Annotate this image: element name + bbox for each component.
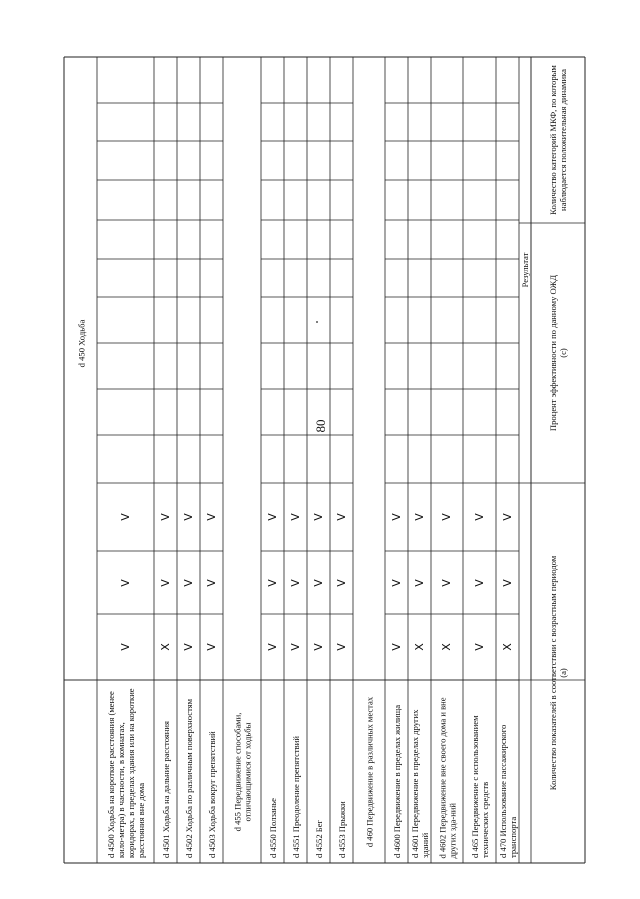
row-label-d460: d 460 Передвижение в различных местах xyxy=(364,696,374,847)
mark-d4552-3: V xyxy=(311,513,325,521)
mark-d4601-1: X xyxy=(412,643,426,651)
mark-d4550-3: V xyxy=(265,513,279,521)
mark-d465-2: V xyxy=(472,578,486,587)
mark-d4503-1: V xyxy=(204,643,218,651)
mark-d4550-1: V xyxy=(265,643,279,651)
row-label-d450: d 450 Ходьба xyxy=(75,319,86,367)
footer-col-c xyxy=(531,226,585,480)
mark-d4602-2: V xyxy=(440,578,453,587)
footer-col-d xyxy=(531,60,585,220)
footer-col-c-label: Процент эффективности по данному ОЖД xyxy=(548,274,558,432)
row-label-d4503: d 4503 Ходьба вокруг препятствий xyxy=(206,731,217,858)
mark-d4501-2: V xyxy=(158,578,172,587)
mark-d465-1: V xyxy=(472,643,486,651)
mark-d4600-3: V xyxy=(389,513,403,521)
mark-d4553-1: V xyxy=(334,643,348,651)
mark-d470-1: X xyxy=(500,643,514,651)
mark-d4502-2: V xyxy=(181,578,195,587)
mark-d4502-3: V xyxy=(181,513,195,521)
mark-d4553-2: V xyxy=(334,578,348,587)
footer-col-d-label: Количество категорий МКФ, по которым наблюдается положительная динамика xyxy=(548,65,568,215)
row-label-d4550: d 4550 Ползанье xyxy=(267,797,278,858)
row-label-d455: d 455 Передвижение способами, отличающимися от ходьбы xyxy=(232,712,252,831)
row-label-d4601: d 4601 Передвижение в пределах других зданий xyxy=(409,709,430,858)
mark-d4602-1: X xyxy=(440,643,453,651)
mark-d4551-1: V xyxy=(288,643,302,651)
row-label-d4551: d 4551 Преодоление препятствий xyxy=(290,736,301,858)
row-label-d4553: d 4553 Прыжки xyxy=(336,801,347,858)
row-label-d4602: d 4602 Передвижение вне своего дома и вне других зда-ний xyxy=(437,696,457,858)
mark-d4500-2: V xyxy=(118,578,132,587)
mark-d4601-2: V xyxy=(412,578,426,587)
row-label-d4600: d 4600 Передвижение в пределах жилища xyxy=(391,704,402,858)
mark-d4550-2: V xyxy=(265,578,279,587)
mark-d465-3: V xyxy=(472,513,486,521)
mark-d4503-2: V xyxy=(204,578,218,587)
mark-d4551-2: V xyxy=(288,578,302,587)
result-label: Результат xyxy=(520,252,530,288)
footer-col-a xyxy=(531,486,585,860)
mark-d4552-2: V xyxy=(311,578,325,587)
mark-d4551-3: V xyxy=(288,513,302,521)
mark-d4501-1: X xyxy=(158,643,172,651)
row-label-d4501: d 4501 Ходьба на дальние расстояния xyxy=(160,721,171,858)
mark-d4503-3: V xyxy=(204,513,218,521)
mark-d4500-1: V xyxy=(118,643,132,651)
mark-d4502-1: V xyxy=(181,643,195,651)
mark-d4553-3: V xyxy=(334,513,348,521)
mark-d4500-3: V xyxy=(118,513,132,521)
footer-col-a-label: Количество показателей в соответствии с возрастным периодом xyxy=(548,555,558,791)
assessment-table xyxy=(64,57,585,863)
row-label-d4552: d 4552 Бег xyxy=(313,819,324,858)
mark-d4602-3: V xyxy=(440,513,453,521)
row-label-d470: d 470 Использование пассажирского транспорта xyxy=(497,724,518,858)
footer-col-a-code: (а) xyxy=(558,668,568,678)
page-number: 80 xyxy=(313,419,328,433)
mark-d4600-1: V xyxy=(389,643,403,651)
mark-d4601-3: V xyxy=(412,513,426,521)
mark-d4552-1: V xyxy=(311,643,325,651)
row-label-d465: d 465 Передвижение с использованием технических средств xyxy=(469,715,490,858)
mark-d470-2: V xyxy=(500,578,514,587)
mark-d4600-2: V xyxy=(389,578,403,587)
scan-speck xyxy=(316,321,318,323)
mark-d470-3: V xyxy=(500,513,514,521)
mark-d4501-3: V xyxy=(158,513,172,521)
row-label-d4500: d 4500 Ходьба на короткие расстояния (менее кило-метра) в частности, в комнатах, коридорах, в пределах здания или на короткие расстояния вне дома xyxy=(105,688,146,858)
row-label-d4502: d 4502 Ходьба по различным поверхностям xyxy=(183,698,194,858)
footer-col-c-code: (с) xyxy=(558,348,568,358)
